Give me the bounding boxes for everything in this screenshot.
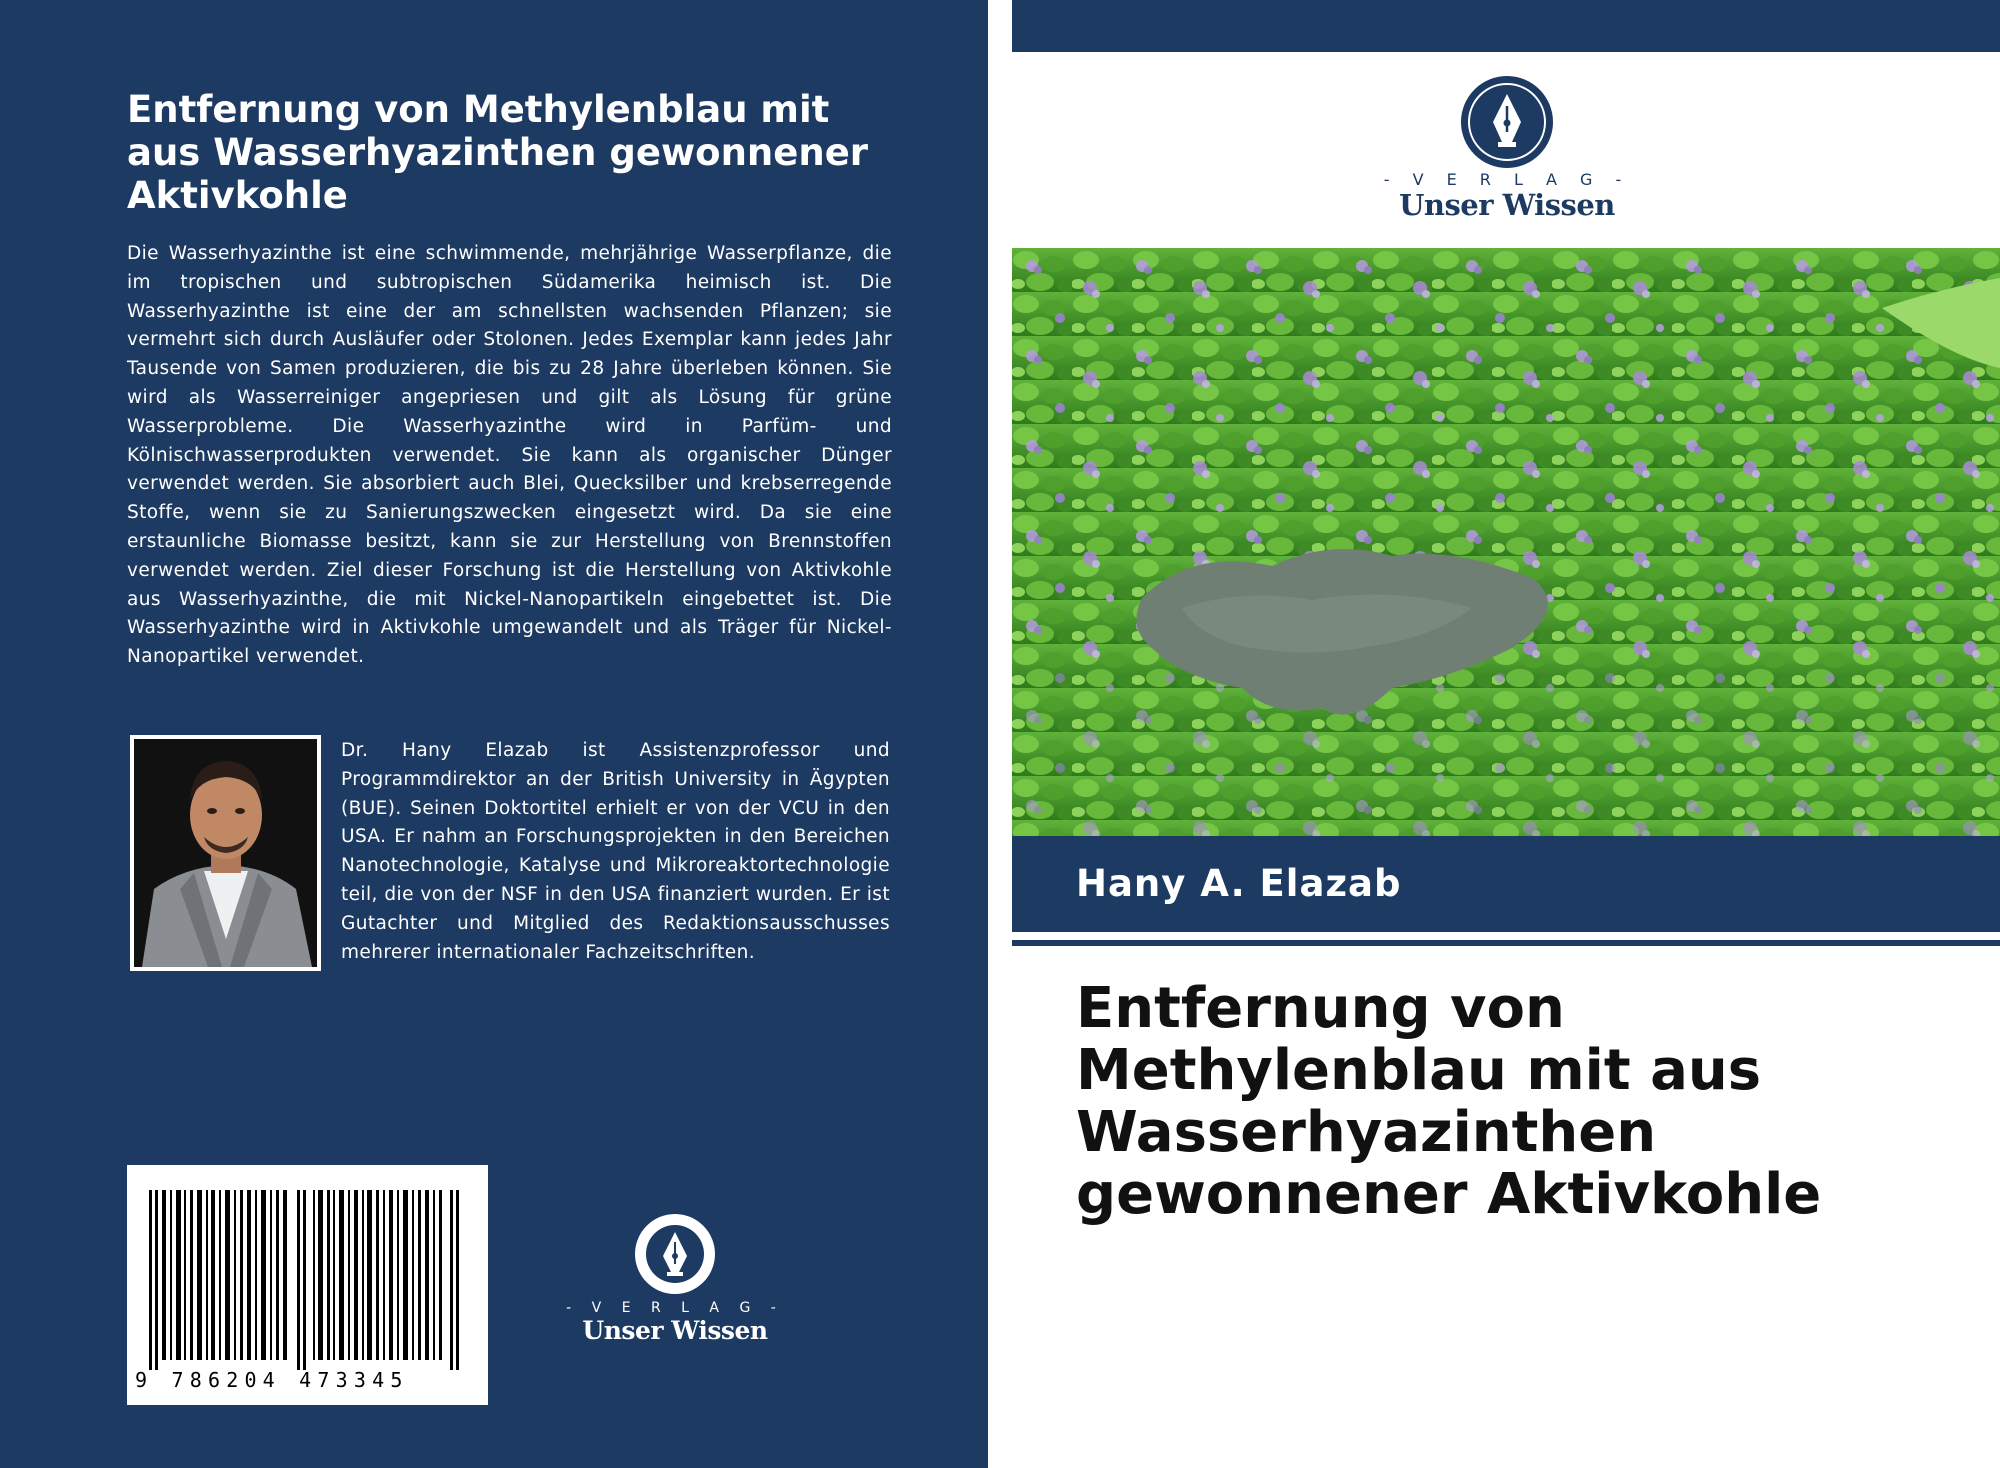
fountain-pen-nib-seal-icon xyxy=(633,1212,717,1296)
cover-photo-water-hyacinth xyxy=(1012,248,2000,836)
front-cover-title: Entfernung von Methylenblau mit aus Wasserhyazinthen gewonnener Aktivkohle xyxy=(1076,976,1822,1227)
front-author-name: Hany A. Elazab xyxy=(1076,862,1402,905)
author-photo xyxy=(130,735,321,971)
front-publisher-name: Unser Wissen xyxy=(1399,188,1615,222)
front-top-bar xyxy=(1012,0,2000,52)
author-portrait-image xyxy=(134,739,317,967)
back-cover-blurb: Die Wasserhyazinthe ist eine schwimmende, mehrjährige Wasserpflanze, die im tropischen und subtropischen Südamerika heimisch ist. Die Wasserhyazinthe ist eine der am schnellsten wachsenden Pflanzen; sie vermehrt sich durch Ausläufer oder Stolonen. Jedes Exemplar kann jedes Jahr Tausende von Samen produzieren, die bis zu 28 Jahre überleben können. Sie wird als Wasserreiniger angepriesen und gilt als Lösung für grüne Wasserprobleme. Die Wasserhyazinthe wird in Parfüm- und Kölnischwasserprodukten verwendet. Sie kann als organischer Dünger verwendet werden. Sie absorbiert auch Blei, Quecksilber und krebserregende Stoffe, wenn sie zu Sanierungszwecken eingesetzt wird. Da sie eine erstaunliche Biomasse besitzt, kann sie zur Herstellung von Brennstoffen verwendet werden. Ziel dieser Forschung ist die Herstellung von Aktivkohle aus Wasserhyazinthe, die mit Nickel-Nanopartikeln eingebettet ist. Die Wasserhyazinthe wird in Aktivkohle umgewandelt und als Träger für Nickel-Nanopartikel verwendet. xyxy=(127,243,892,668)
back-cover xyxy=(0,0,988,1468)
back-publisher-name: Unser Wissen xyxy=(582,1316,768,1345)
fountain-pen-nib-seal-icon xyxy=(1457,72,1557,172)
isbn-barcode xyxy=(127,1165,488,1405)
author-band xyxy=(1012,836,2000,932)
divider-rule xyxy=(1012,940,2000,946)
front-publisher-verlag: - V E R L A G - xyxy=(1383,170,1631,189)
front-cover xyxy=(1012,0,2000,1468)
water-hyacinth-image xyxy=(1012,248,2000,836)
back-publisher-logo xyxy=(560,1212,790,1345)
back-publisher-verlag: - V E R L A G - xyxy=(566,1300,784,1316)
back-cover-title: Entfernung von Methylenblau mit aus Wasserhyazinthen gewonnener Aktivkohle xyxy=(127,88,869,217)
spine xyxy=(988,0,1012,1468)
isbn-digits: 9 786204 473345 xyxy=(135,1368,409,1392)
author-bio: Dr. Hany Elazab ist Assistenzprofessor und Programmdirektor an der British University in Ägypten (BUE). Seinen Doktortitel erhielt er von der VCU in den USA. Er nahm an Forschungsprojekten in den Bereichen Nanotechnologie, Katalyse und Mikroreaktortechnologie teil, die von der NSF in den USA finanziert wurden. Er ist Gutachter und Mitglied des Redaktionsausschusses mehrerer internationaler Fachzeitschriften. xyxy=(341,740,890,963)
front-publisher-logo xyxy=(1372,72,1642,232)
